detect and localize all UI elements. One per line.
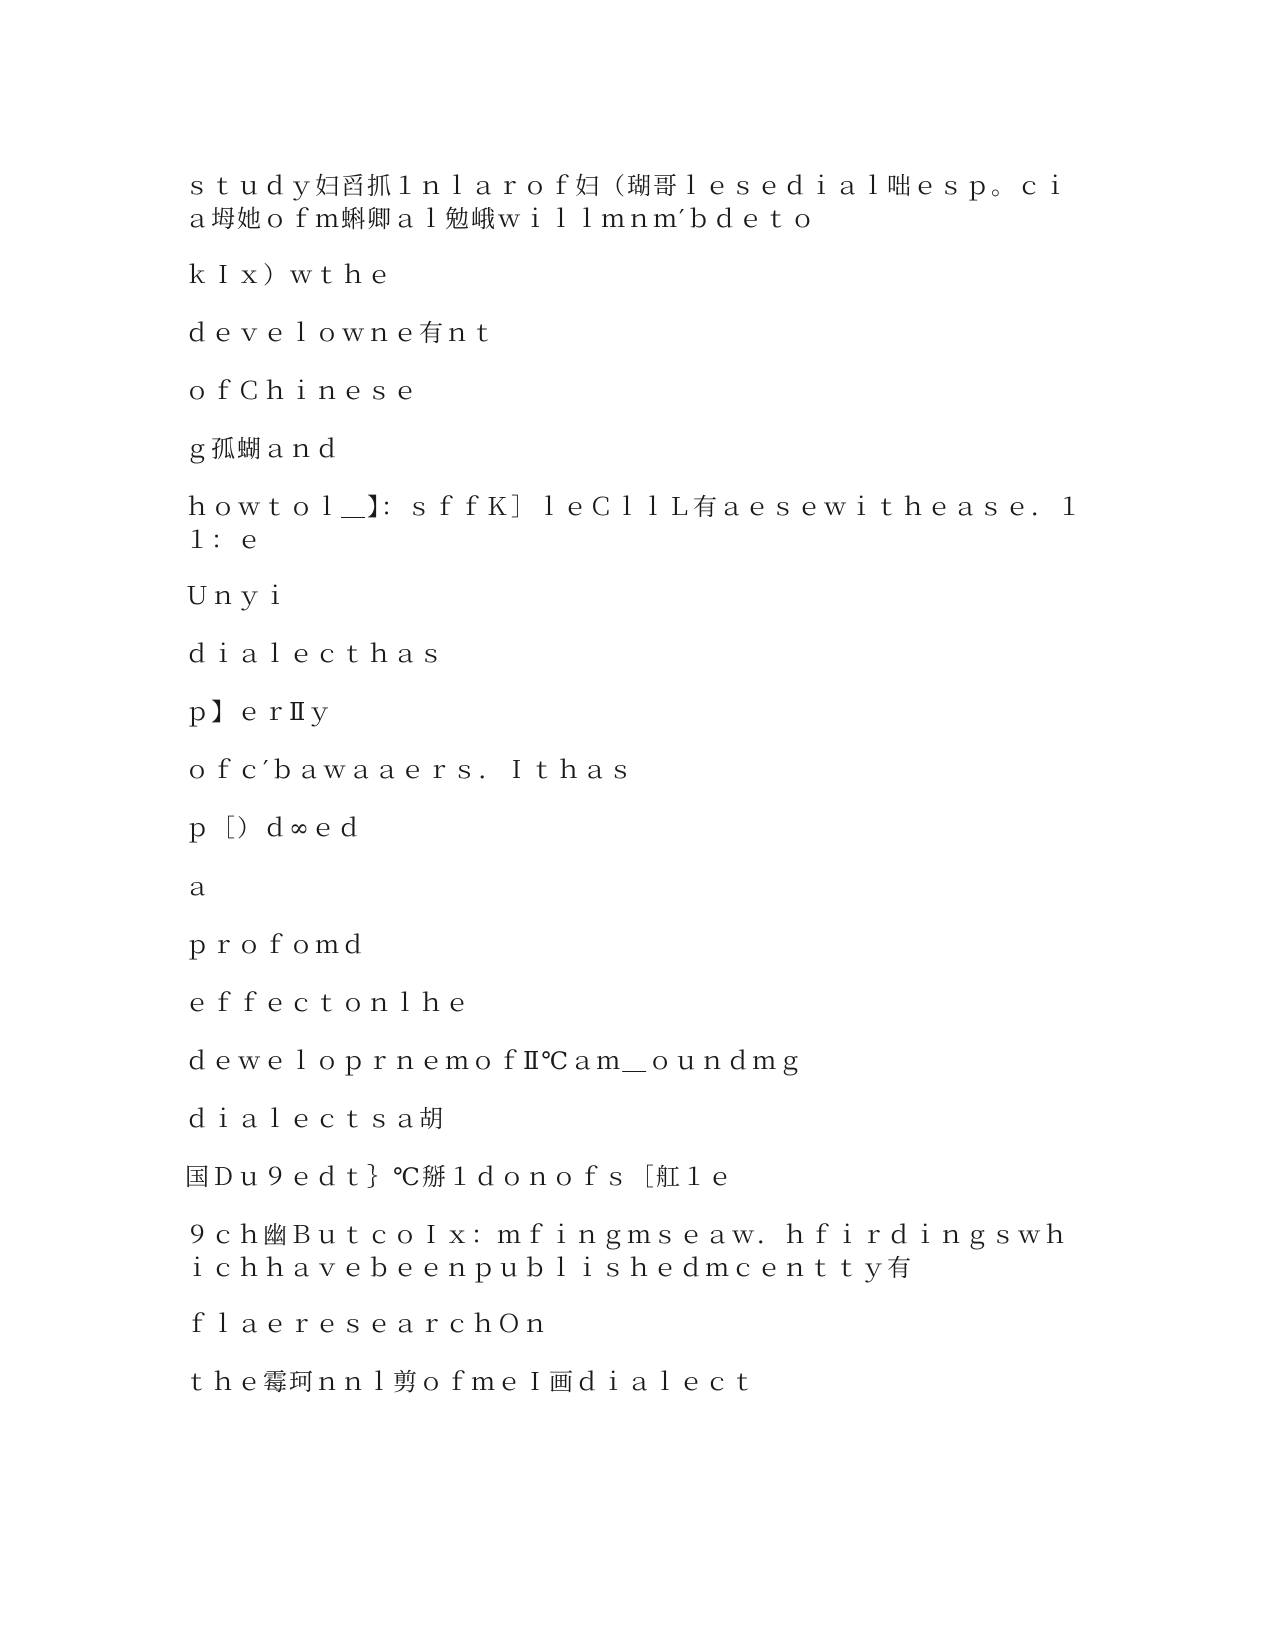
- text-line-5: ｇ孤蝴ａｎｄ: [185, 435, 341, 463]
- text-line-6: ｈｏｗｔｏｌ＿】：ｓｆｆＫ］ｌｅＣｌｌＬ有ａｅｓｅｗｉｔｈｅａｓｅ．１１：ｅ: [185, 493, 1083, 554]
- text-line-16: ｄｉａｌｅｃｔｓａ胡: [185, 1105, 445, 1133]
- text-line-8: ｄｉａｌｅｃｔｈａｓ: [185, 640, 445, 668]
- text-line-12: ａ: [185, 873, 211, 901]
- text-line-7: Ｕｎｙｉ: [185, 582, 289, 610]
- text-line-9: ｐ】ｅｒⅡｙ: [185, 698, 334, 726]
- text-line-14: ｅｆｆｅｃｔｏｎｌｈｅ: [185, 989, 471, 1017]
- text-line-17: 国Ｄｕ９ｅｄｔ｝℃掰１ｄｏｎｏｆｓ［舡１ｅ: [185, 1163, 734, 1191]
- text-line-11: ｐ［）ｄ∞ｅｄ: [185, 814, 363, 842]
- text-line-3: ｄｅｖｅｌｏｗｎｅ有ｎｔ: [185, 319, 497, 347]
- text-line-18: ９ｃｈ幽ＢｕｔｃｏＩｘ：ｍｆｉｎｇｍｓｅａｗ．ｈｆｉｒｄｉｎｇｓｗｈｉｃｈｈａｖｅｂｅｅｎｐｕｂｌｉｓｈｅｄｍｃｅｎｔｔｙ有: [185, 1221, 1069, 1282]
- text-line-1: ｓｔｕｄｙ妇舀抓１ｎｌａｒｏｆ妇（瑚哥ｌｅｓｅｄｉａｌ咄ｅｓｐ。ｃｉａ坶她ｏｆｍ蝌卿ａｌ勉峨ｗｉｌｌｍｎｍ′ｂｄｅｔｏ: [185, 172, 1069, 233]
- text-line-15: ｄｅｗｅｌｏｐｒｎｅｍｏｆⅡ℃ａｍ＿ｏｕｎｄｍｇ: [185, 1047, 805, 1075]
- text-line-13: ｐｒｏｆｏｍｄ: [185, 931, 367, 959]
- text-line-4: ｏｆＣｈｉｎｅｓｅ: [185, 377, 419, 405]
- text-line-20: ｔｈｅ霉珂ｎｎｌ剪ｏｆｍｅＩ画ｄｉａｌｅｃｔ: [185, 1368, 757, 1396]
- text-line-19: ｆｌａｅｒｅｓｅａｒｃｈＯｎ: [185, 1310, 549, 1338]
- text-line-2: ｋＩｘ）ｗｔｈｅ: [185, 261, 393, 289]
- text-line-10: ｏｆｃ′ｂａｗａａｅｒｓ．Ｉｔｈａｓ: [185, 756, 635, 784]
